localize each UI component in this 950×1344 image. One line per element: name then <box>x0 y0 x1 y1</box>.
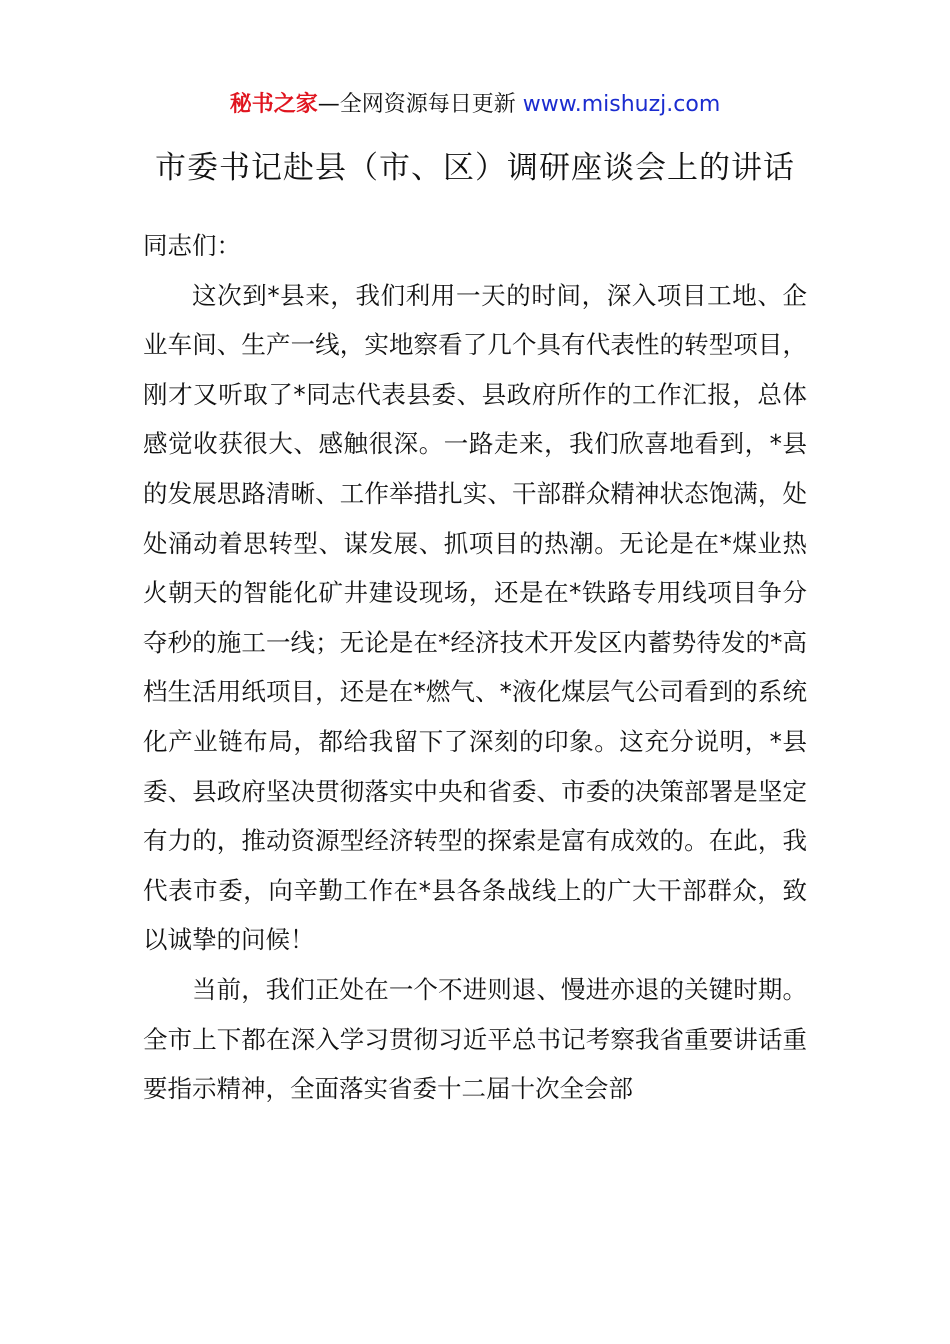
site-header <box>0 88 950 122</box>
site-brand: 秘书之家 <box>229 92 318 117</box>
site-url-link[interactable]: www.mishuzj.com <box>522 92 721 117</box>
site-tagline: —全网资源每日更新 <box>317 92 523 117</box>
salutation: 同志们： <box>143 231 241 260</box>
paragraph-2: 当前，我们正处在一个不进则退、慢进亦退的关键时期。全市上下都在深入学习贯彻习近平总书记考察我省重要讲话重要指示精神，全面落实省委十二届十次全会部 <box>143 974 807 1104</box>
document-body <box>143 221 807 1114</box>
paragraph-1: 这次到*县来，我们利用一天的时间，深入项目工地、企业车间、生产一线，实地察看了几个具有代表性的转型项目，刚才又听取了*同志代表县委、县政府所作的工作汇报，总体感觉收获很大、感触很深。一路走来，我们欣喜地看到，*县的发展思路清晰、工作举措扎实、干部群众精神状态饱满，处处涌动着思转型、谋发展、抓项目的热潮。无论是在*煤业热火朝天的智能化矿井建设现场，还是在*铁路专用线项目争分夺秒的施工一线；无论是在*经济技术开发区内蓄势待发的*高档生活用纸项目，还是在*燃气、*液化煤层气公司看到的系统化产业链布局，都给我留下了深刻的印象。这充分说明，*县委、县政府坚决贯彻落实中央和省委、市委的决策部署是坚定有力的，推动资源型经济转型的探索是富有成效的。在此，我代表市委，向辛勤工作在*县各条战线上的广大干部群众，致以诚挚的问候！ <box>143 280 807 955</box>
document-title: 市委书记赴县（市、区）调研座谈会上的讲话 <box>155 150 795 186</box>
